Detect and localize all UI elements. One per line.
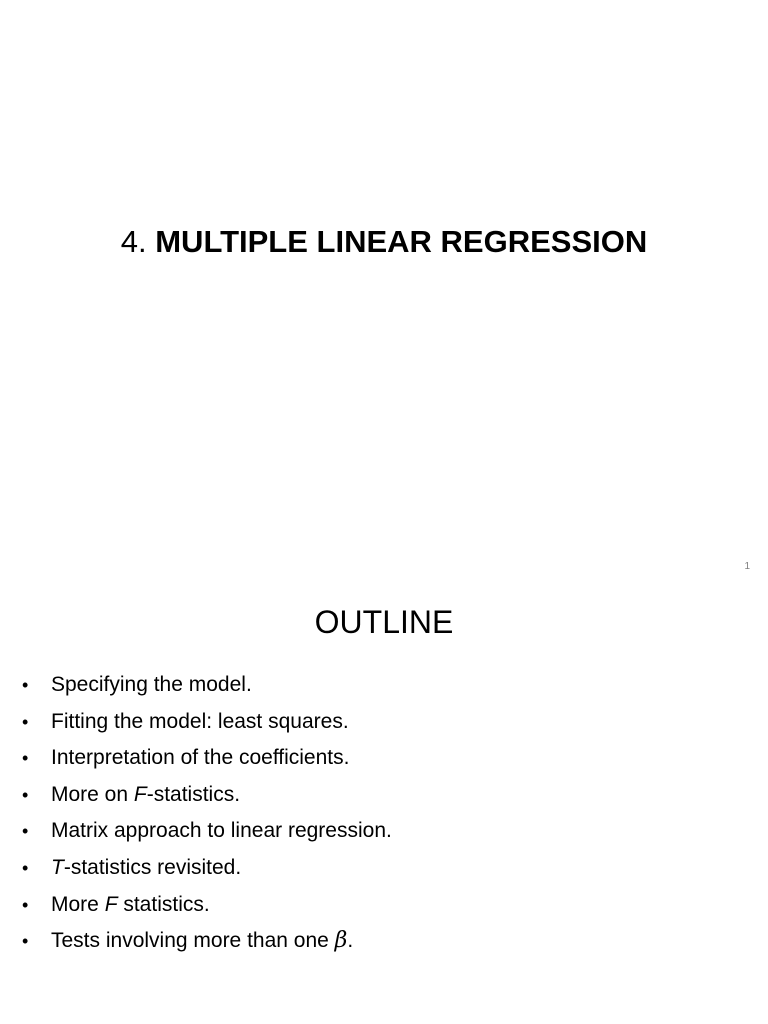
list-item — [22, 740, 392, 777]
item-text: T-statistics revisited. — [51, 855, 242, 879]
bullet-icon: • — [22, 711, 29, 732]
outline-list — [22, 667, 392, 960]
list-item — [22, 813, 392, 850]
beta-symbol: β — [334, 928, 348, 954]
bullet-icon: • — [22, 894, 29, 915]
list-item — [22, 923, 392, 960]
item-text: Specifying the model. — [51, 673, 252, 696]
outline-title: OUTLINE — [314, 604, 454, 640]
slide-title — [0, 222, 768, 262]
list-item — [22, 704, 392, 741]
item-text: More F statistics. — [51, 892, 210, 916]
list-item — [22, 777, 392, 814]
bullet-icon: • — [22, 675, 29, 695]
title-number: 4. — [120, 224, 147, 259]
item-text: Interpretation of the coefficients. — [51, 746, 350, 770]
item-text: Tests involving more than one β. — [51, 928, 354, 954]
item-text: Matrix approach to linear regression. — [51, 819, 392, 843]
list-item — [22, 667, 392, 704]
bullet-icon: • — [22, 748, 29, 769]
item-text: More on F-statistics. — [51, 782, 241, 806]
title-main: MULTIPLE LINEAR REGRESSION — [155, 224, 648, 259]
bullet-icon: • — [22, 784, 29, 805]
bullet-icon: • — [22, 857, 29, 878]
page-number: 1 — [744, 561, 750, 572]
bullet-icon: • — [22, 931, 29, 952]
item-text: Fitting the model: least squares. — [51, 709, 349, 733]
list-item — [22, 887, 392, 924]
list-item — [22, 850, 392, 887]
bullet-icon: • — [22, 821, 29, 842]
